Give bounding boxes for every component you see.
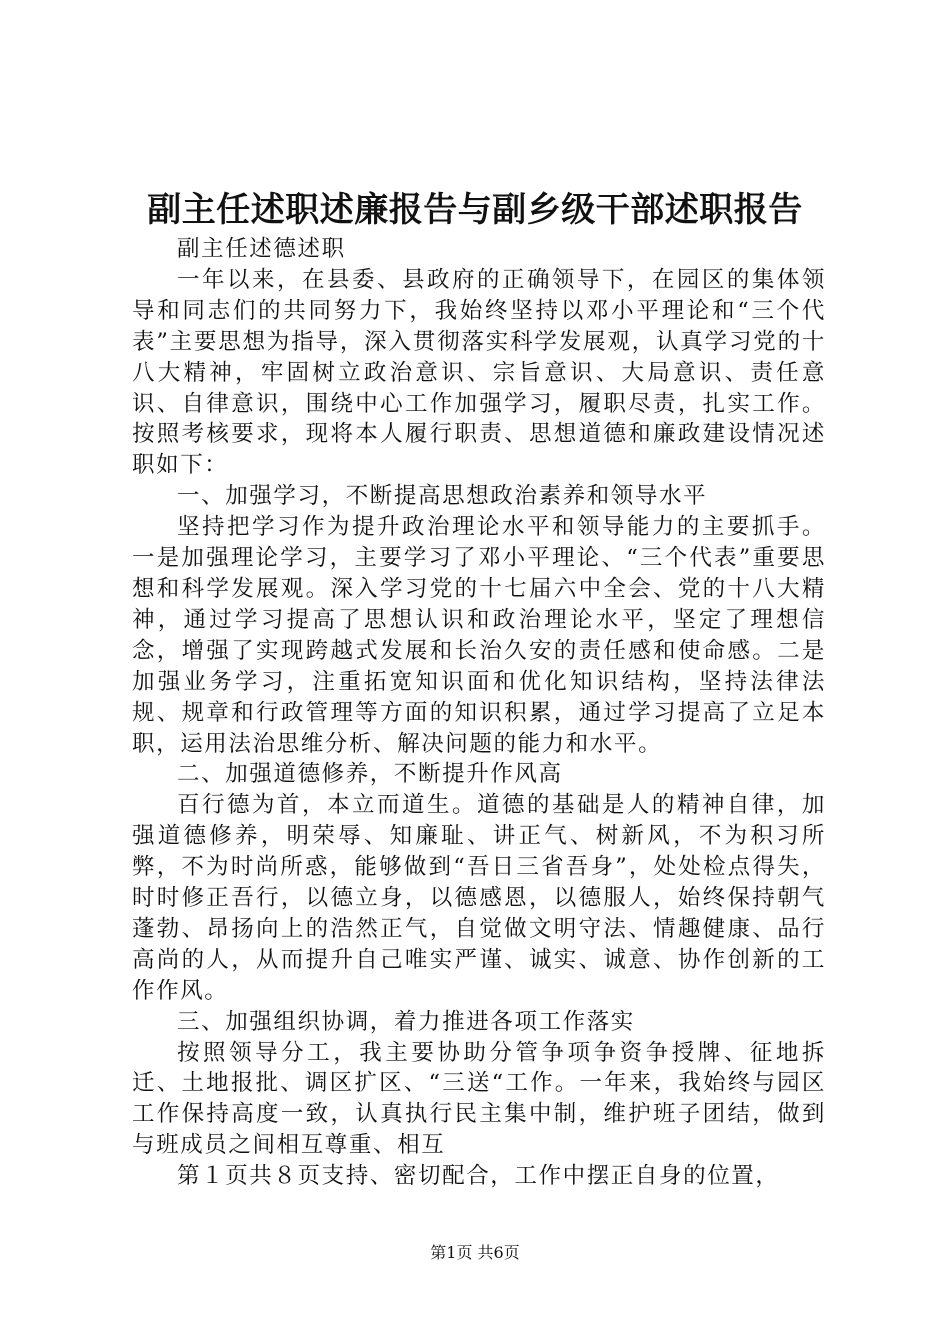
paragraph-continuation: 第１页共８页支持、密切配合，工作中摆正自身的位置，	[177, 1163, 780, 1190]
paragraph-section-1: 坚持把学习作为提升政治理论水平和领导能力的主要抓手。一是加强理论学习，主要学习了邓小平理论、“三个代表”重要思想和科学发展观。深入学习党的十七届六中全会、党的十八大精神，通过学习提高了思想认识和政治理论水平，坚定了理想信念，增强了实现跨越式发展和长治久安的责任感和使命感。二是加强业务学习，注重拓宽知识面和优化知识结构，坚持法律法规、规章和行政管理等方面的知识积累，通过学习提高了立足本职，运用法治思维分析、解决问题的能力和水平。	[132, 514, 826, 757]
section-heading-2: 二、加强道德修养，不断提升作风高	[177, 761, 563, 788]
page-footer: 第1页 共6页	[430, 1243, 520, 1262]
paragraph-section-2: 百行德为首，本立而道生。道德的基础是人的精神自律，加强道德修养，明荣辱、知廉耻、讲正气、树新风，不为积习所弊，不为时尚所惑，能够做到“吾日三省吾身”，处处检点得失，时时修正吾行，以德立身，以德感恩，以德服人，始终保持朝气蓬勃、昂扬向上的浩然正气，自觉做文明守法、情趣健康、品行高尚的人，从而提升自己唯实严谨、诚实、诚意、协作创新的工作作风。	[132, 792, 826, 1004]
section-heading-1: 一、加强学习，不断提高思想政治素养和领导水平	[177, 483, 708, 510]
document-body	[132, 234, 826, 1192]
paragraph-subtitle: 副主任述德述职	[177, 236, 346, 262]
section-heading-3: 三、加强组织协调，着力推进各项工作落实	[177, 1008, 635, 1035]
paragraph-intro: 一年以来，在县委、县政府的正确领导下，在园区的集体领导和同志们的共同努力下，我始终坚持以邓小平理论和“三个代表”主要思想为指导，深入贯彻落实科学发展观，认真学习党的十八大精神，牢固树立政治意识、宗旨意识、大局意识、责任意识、自律意识，围绕中心工作加强学习，履职尽责，扎实工作。按照考核要求，现将本人履行职责、思想道德和廉政建设情况述职如下：	[132, 266, 826, 479]
document-title: 副主任述职述廉报告与副乡级干部述职报告	[147, 190, 803, 230]
paragraph-section-3: 按照领导分工，我主要协助分管争项争资争授牌、征地拆迁、土地报批、调区扩区、“三送“工作。一年来，我始终与园区工作保持高度一致，认真执行民主集中制，维护班子团结，做到与班成员之间相互尊重、相互	[132, 1039, 826, 1159]
